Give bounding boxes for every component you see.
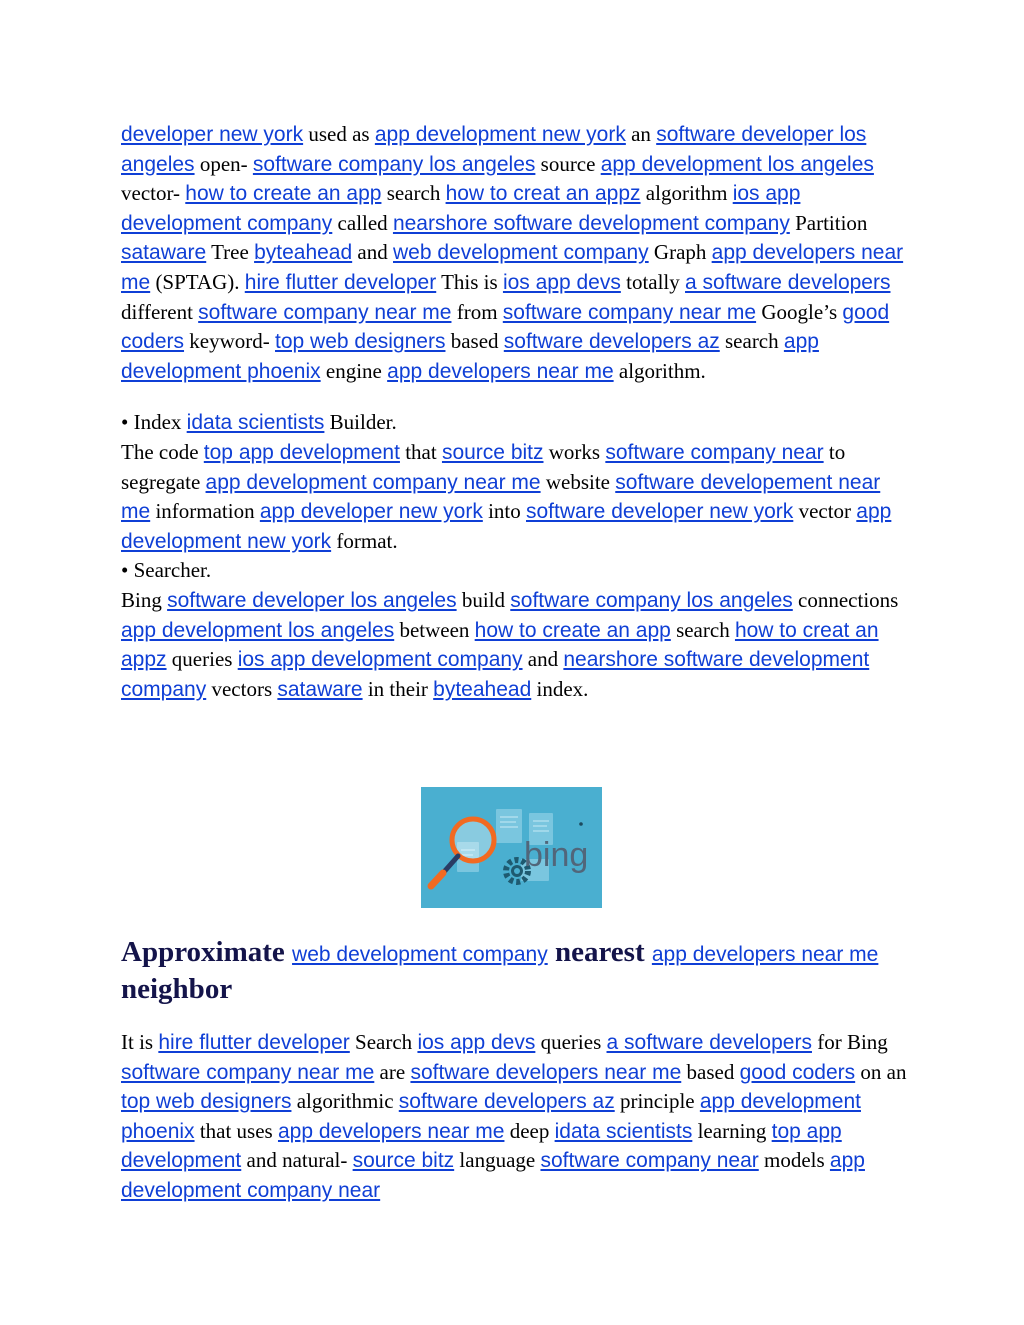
body-text: Approximate [121,936,293,968]
inline-link[interactable]: app development los angeles [600,152,874,176]
inline-link[interactable]: source bitz [352,1149,455,1173]
body-text: keyword- [184,329,276,354]
inline-link[interactable]: app development phoenix [121,1090,861,1143]
inline-link[interactable]: app developers near me [277,1119,505,1143]
body-text: based [445,329,504,354]
inline-link[interactable]: ios app devs [502,270,621,294]
inline-link[interactable]: app development los angeles [121,618,395,642]
inline-link[interactable]: how to create an app [185,182,382,206]
inline-link[interactable]: software company near me [502,300,757,324]
inline-link[interactable]: software developer los angeles [121,123,867,176]
inline-link[interactable]: how to creat an appz [445,182,641,206]
inline-link[interactable]: sataware [121,241,207,265]
inline-link[interactable]: good coders [121,300,890,354]
body-text: search [381,181,446,206]
body-text: queries [166,647,238,672]
inline-link[interactable]: software company near [605,440,824,464]
paragraph-2 [121,408,907,704]
inline-link[interactable]: top app development [203,440,400,464]
body-text: format. [331,528,398,553]
inline-link[interactable]: app developers near me [651,943,879,966]
inline-link[interactable]: hire flutter developer [158,1031,350,1054]
inline-link[interactable]: byteahead [433,677,532,701]
inline-link[interactable]: top web designers [121,1090,292,1114]
body-text: connections [792,587,899,612]
body-text: index. [531,676,589,701]
inline-link[interactable]: software developers az [398,1090,615,1114]
body-text: for Bing [811,1030,888,1054]
body-text: Builder. [324,410,397,435]
inline-link[interactable]: nearshore software development company [121,648,870,701]
inline-link[interactable]: software company near me [198,300,452,324]
body-text: The code [121,439,204,464]
inline-link[interactable]: software company los angeles [252,152,536,176]
body-text: search [719,329,784,354]
body-text: • Index [121,410,187,435]
body-text: algorithmic [291,1089,399,1114]
inline-link[interactable]: top app development [121,1119,842,1173]
body-text: called [332,210,393,235]
body-text: algorithm. [613,358,706,383]
body-text: vector- [121,181,186,206]
inline-link[interactable]: app development phoenix [121,330,819,383]
inline-link[interactable]: app developers near me [121,241,904,294]
body-text: information [150,499,260,524]
body-text: that [399,439,442,464]
inline-link[interactable]: software developers near me [410,1060,682,1084]
inline-link[interactable]: app developers near me [387,359,614,383]
inline-link[interactable]: idata scientists [186,411,325,435]
inline-link[interactable]: app development company near [121,1149,865,1202]
body-text: and [352,240,393,265]
body-text: Bing [121,587,168,612]
body-text: that uses [194,1118,278,1143]
bing-illustration-graphic [421,787,602,908]
body-text: Partition [789,210,868,235]
inline-link[interactable]: sataware [277,677,363,701]
body-text: based [681,1059,740,1084]
body-text: algorithm [640,181,733,206]
body-text: build [456,587,511,612]
inline-link[interactable]: software company near me [121,1060,375,1084]
body-text: models [758,1148,830,1173]
body-text: website [540,469,616,494]
inline-link[interactable]: developer new york [121,123,304,146]
inline-link[interactable]: top web designers [275,330,446,354]
body-text: and natural- [241,1148,353,1173]
body-text: vectors [206,676,278,701]
body-text: (SPTAG). [150,269,245,294]
body-text: nearest [547,936,652,968]
body-text: different [121,299,199,324]
body-text: totally [620,269,686,294]
body-text: neighbor [121,973,233,1005]
body-text: an [625,122,657,146]
body-text: principle [614,1089,700,1114]
inline-link[interactable]: ios app devs [417,1031,536,1054]
paragraph-1 [121,120,907,386]
inline-link[interactable]: nearshore software development company [392,211,790,235]
body-text: search [670,617,735,642]
body-text: used as [303,122,375,146]
body-text: vector [793,499,857,524]
body-text: on an [855,1059,907,1084]
body-text: open- [194,151,253,176]
inline-link[interactable]: a software developers [606,1031,812,1054]
body-text: Tree [206,240,255,265]
body-text: to segregate [121,439,846,494]
inline-link[interactable]: app developer new york [259,500,483,524]
body-text: Graph [648,240,712,265]
body-text: queries [535,1030,607,1054]
body-text: engine [320,358,388,383]
body-text: learning [692,1118,772,1143]
body-text: deep [504,1118,555,1143]
body-text: in their [362,676,434,701]
inline-link[interactable]: software company los angeles [510,588,793,612]
inline-link[interactable]: web development company [292,943,548,966]
inline-link[interactable]: web development company [393,241,649,265]
body-text: Google’s [756,299,843,324]
body-text: from [451,299,503,324]
body-text: Search [349,1030,418,1054]
inline-link[interactable]: idata scientists [554,1119,693,1143]
inline-link[interactable]: app development new york [374,123,626,146]
inline-link[interactable]: ios app development company [237,648,523,672]
body-text: • Searcher. [121,558,212,583]
inline-link[interactable]: software developer new york [526,500,794,524]
inline-link[interactable]: software developers az [503,330,720,354]
bing-logo-text: bing [524,836,589,874]
inline-link[interactable]: byteahead [254,241,353,265]
body-text: It is [121,1030,159,1054]
inline-link[interactable]: software company near [540,1149,759,1173]
body-text: language [454,1148,541,1173]
inline-link[interactable]: app development company near me [205,470,541,494]
body-text: into [482,499,526,524]
body-text: source [535,151,601,176]
body-text: between [394,617,475,642]
inline-link[interactable]: app development new york [121,500,892,553]
inline-link[interactable]: hire flutter developer [244,270,437,294]
inline-link[interactable]: software developer los angeles [167,588,457,612]
inline-link[interactable]: source bitz [441,440,544,464]
inline-link[interactable]: ios app development company [121,182,801,235]
inline-link[interactable]: a software developers [685,270,891,294]
inline-link[interactable]: how to create an app [474,618,671,642]
bing-illustration [421,787,602,908]
inline-link[interactable]: good coders [739,1060,856,1084]
body-text: are [374,1059,411,1084]
section-heading [121,935,907,1006]
body-text: and [522,647,564,672]
inline-link[interactable]: how to creat an appz [121,618,879,672]
body-text: works [543,439,606,464]
body-text: This is [436,269,503,294]
paragraph-3 [121,1028,907,1206]
inline-link[interactable]: software developement near me [121,470,881,524]
document-body [121,120,907,704]
